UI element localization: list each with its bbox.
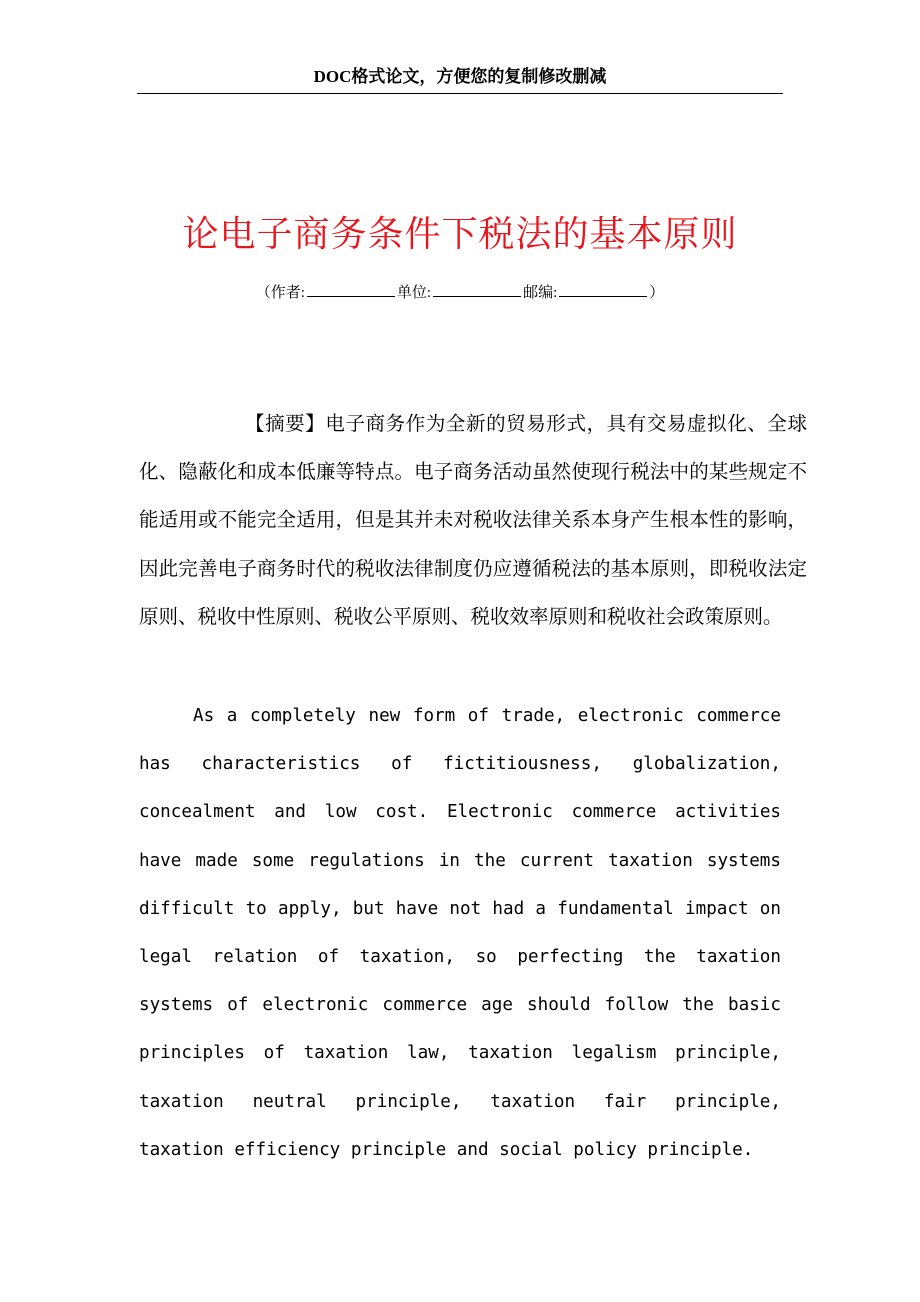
unit-blank <box>433 282 521 297</box>
postcode-blank <box>559 282 647 297</box>
document-title: 论电子商务条件下税法的基本原则 <box>182 214 738 255</box>
abstract-english: As a completely new form of trade, electronic commerce has characteristics of fictitiousness, globalization, concealment and low cost. Electronic commerce activities have made some regulations in the current taxation systems difficult to apply, but have not had a fundamental impact on legal relation of taxation, so perfecting the taxation systems of electronic commerce age should follow the basic principles of taxation law, taxation legalism principle, taxation neutral principle, taxation fair principle, taxation efficiency principle and social policy principle. <box>139 706 781 1160</box>
author-close-paren: ） <box>649 285 665 301</box>
postcode-label: 邮编: <box>523 285 558 301</box>
header-text: DOC格式论文，方便您的复制修改删减 <box>313 67 607 86</box>
page-header <box>137 64 783 94</box>
unit-label: 单位: <box>396 285 432 301</box>
author-label: 作者: <box>270 285 305 301</box>
abstract-chinese: 【摘要】电子商务作为全新的贸易形式，具有交易虚拟化、全球化、隐蔽化和成本低廉等特点。电子商务活动虽然使现行税法中的某些规定不能适用或不能完全适用，但是其并未对税收法律关系本身产生根本性的影响，因此完善电子商务时代的税收法律制度仍应遵循税法的基本原则，即税收法定原则、税收中性原则、税收公平原则、税收效率原则和税收社会政策原则。 <box>139 412 807 628</box>
author-info-line <box>0 282 920 304</box>
author-open-paren: （ <box>255 285 271 301</box>
author-blank <box>307 282 395 297</box>
